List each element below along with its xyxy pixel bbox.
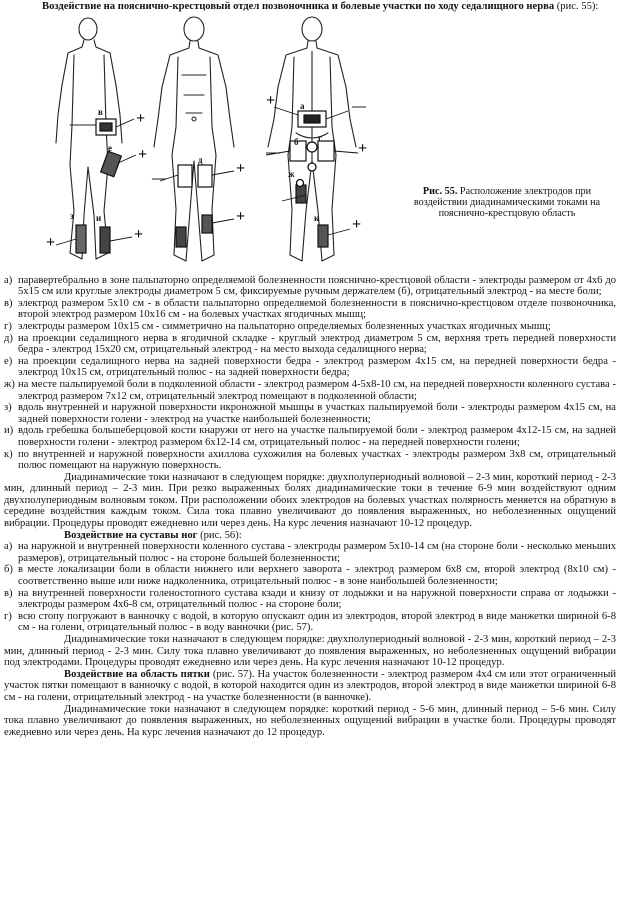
figure-caption: [400, 186, 614, 220]
list-item-marker: к): [4, 448, 13, 460]
list-item: [4, 379, 616, 402]
plus-sign-4: +: [46, 233, 56, 251]
list-item: [4, 588, 616, 611]
list-item-text: электрод размером 5х10 см - в области пальпаторно определяемой болезненности в пояснично-крестцовом отделе позвоночника, второй электрод размером 10х16 см - на болевых участках ягодичных мышц;: [18, 297, 616, 321]
heading-lumbosacral-ref: (рис. 55):: [554, 1, 599, 12]
plus-sign-5: +: [236, 159, 246, 177]
minus-sign-1: —: [352, 98, 366, 114]
list-item-marker: а): [4, 541, 13, 553]
marker-letter: е: [108, 142, 112, 153]
plus-sign-2: +: [138, 145, 148, 163]
leg-joints-dosage-paragraph: Диадинамические токи назначают в следующем порядке: двухполупериодный волновой - 2-3 мин, короткий период – 2-3 мин, длинный период - 2-3 мин. Силу тока плавно увеличивают до появления выраженных, но неболезненных ощущений вибрации под электродами. Процедуры проводят ежедневно или через день. На курс лечения назначают 10-12 процедур.: [4, 634, 616, 669]
marker-letter: а: [300, 100, 305, 111]
marker-letter: в: [98, 106, 103, 117]
plus-sign-6: +: [236, 207, 246, 225]
heading-leg-joints-title: Воздействие на суставы ног: [64, 529, 198, 541]
heading-leg-joints: [4, 530, 616, 542]
heading-lumbosacral: [4, 0, 616, 13]
list-item: [4, 275, 616, 298]
list-item-marker: ж): [4, 378, 15, 390]
list-item-text: на внутренней поверхности голеностопного сустава кзади и книзу от лодыжки и на наружной поверхности справа от лодыжки - электроды размером 4х6-8 см, отрицательный полюс - на стороне боли;: [18, 587, 616, 611]
figure-55: [4, 13, 616, 275]
marker-letter: к: [314, 212, 320, 223]
list-item-text: на месте пальпируемой боли в подколенной области - электрод размером 4-5х8-10 см, на передней поверхности коленного сустава - электрод размером 7х12 см, отрицательный электрод помещают в подколенной области;: [18, 378, 616, 402]
heel-section: [4, 669, 616, 704]
heading-heel-title: Воздействие на область пятки: [64, 668, 210, 680]
list-item-text: на проекции седалищного нерва на задней поверхности бедра - электрод размером 4х15 см, на передней поверхности бедра - электрод 10х15 см, отрицательный полюс - на задней поверхности бедра;: [18, 355, 616, 379]
figure-caption-number: Рис. 55.: [422, 185, 458, 197]
list-item-marker: и): [4, 425, 14, 437]
lumbosacral-list: [4, 275, 616, 472]
minus-sign-2: —: [266, 144, 280, 160]
list-item: [4, 564, 616, 587]
marker-letter: и: [96, 212, 102, 223]
list-item-text: вдоль внутренней и наружной поверхности икроножной мышцы в участках пальпируемой боли - электроды размером 4х15 см, на задней поверхности голени - электрод на участке наибольшей болезненности;: [18, 402, 616, 425]
list-item-marker: з): [4, 402, 12, 414]
list-item: [4, 402, 616, 425]
list-item: [4, 356, 616, 379]
heading-lumbosacral-title: Воздействие на пояснично-крестцовый отдел позвоночника и болевые участки по ходу седалищного нерва: [42, 1, 555, 12]
figure-caption-text: Расположение электродов при воздействии диадинамическими токами на пояснично-крестцовую область: [413, 185, 601, 219]
plus-sign-8: +: [358, 139, 368, 157]
list-item-text: на наружной и внутренней поверхности коленного сустава - электроды размером 5х10-14 см (на стороне боли - несколько меньших размеров), отрицательный полюс - на стороне большей болезненности;: [18, 541, 616, 564]
list-item-marker: д): [4, 332, 13, 344]
list-item-text: вдоль гребешка большеберцовой кости кнаружи от него на участке пальпируемой боли - электрод размером 4х12-15 см, на задней поверхности голени - электрод размером 6х12-14 см, отрицательный полюс - на передней поверхности голени;: [18, 425, 616, 448]
lumbosacral-dosage-paragraph: Диадинамические токи назначают в следующем порядке: двухполупериодный волновой – 2-3 мин, короткий период - 2-3 мин, длинный период – 2-3 мин. При резко выраженных болях диадинамические токи в течение 6-9 мин воздействуют одним двухполупериодным волновым током. При расположении обоих электродов на болевых участках полярность меняется на обратную в середине воздействия каждым током. Сила тока плавно увеличивают до появления выраженных, но неболезненных ощущений вибрации. Процедуры проводят ежедневно или через день. На курс лечения назначают 10-12 процедур.: [4, 471, 616, 530]
list-item-text: паравертебрально в зоне пальпаторно определяемой болезненности пояснично-крестцовой области - электроды размером от 4х6 до 5х15 см или круглые электроды диаметром 5 см, фиксируемые ручным держателем (б), отрицательный электрод - на месте боли;: [18, 274, 616, 298]
page: [4, 0, 616, 738]
plus-sign-3: +: [134, 225, 144, 243]
list-item-marker: б): [4, 564, 13, 576]
electrode-placement-illustration: [12, 15, 396, 271]
list-item-text: всю стопу погружают в ванночку с водой, в которую опускают один из электродов, второй электрод в виде манжетки шириной 6-8 см - на голени, отрицательный полюс - в воду ванночки (рис. 57).: [18, 610, 616, 634]
list-item: [4, 425, 616, 448]
list-item-marker: в): [4, 587, 13, 599]
heel-dosage-paragraph: Диадинамические токи назначают в следующем порядке: короткий период - 5-6 мин, длинный период – 5-6 мин. Силу тока плавно увеличивают до появления выраженных, но неболезненных ощущений вибрации в участке боли. Процедуры проводят ежедневно или через день. На курс лечения назначают до 12 процедур.: [4, 703, 616, 738]
list-item-text: в месте локализации боли в области нижнего или верхнего заворота - электрод размером 6х8 см, второй электрод (8х10 см) - соответственно выше или ниже надколенника, отрицательный полюс - в зоне наибольшей болезненности;: [18, 564, 616, 588]
list-item: [4, 611, 616, 634]
plus-sign-1: +: [136, 109, 146, 127]
marker-letter: з: [70, 210, 74, 221]
list-item-text: электроды размером 10х15 см - симметрично на пальпаторно определяемых болезненных участках ягодичных мышц;: [18, 320, 551, 332]
heading-leg-joints-ref: (рис. 56):: [197, 529, 242, 541]
marker-letter: ж: [288, 168, 295, 179]
list-item-marker: г): [4, 320, 12, 332]
minus-sign-3: —: [152, 170, 166, 186]
list-item-text: по внутренней и наружной поверхности ахиллова сухожилия на болевых участках - электроды размером 3х8 см, отрицательный полюс помещают на наружную поверхность.: [18, 448, 616, 472]
list-item-text: на проекции седалищного нерва в ягодичной складке - круглый электрод диаметром 5 см, верхняя треть передней поверхности бедра - электрод 15х20 см, отрицательный электрод - на место выхода седалищного нерва;: [18, 332, 616, 356]
marker-letter: б: [294, 136, 299, 147]
list-item: [4, 541, 616, 564]
marker-letter: г: [318, 132, 323, 143]
heel-section-text: (рис. 57). На участок болезненности - электрод размером 4х4 см или этот ограниченный участок пятки помещают в ванночку с водой, в которой находится один из электродов, второй электрод в виде манжетки шириной 6-8 см - на голени, отрицательный электрод - на участке болезненности (в ванночке).: [4, 668, 616, 703]
list-item: [4, 333, 616, 356]
marker-letter: д: [198, 154, 203, 165]
plus-sign-7: +: [266, 91, 276, 109]
list-item: [4, 321, 616, 333]
list-item-marker: а): [4, 274, 13, 286]
leg-joints-list: [4, 541, 616, 634]
list-item: [4, 449, 616, 472]
plus-sign-9: +: [352, 215, 362, 233]
list-item-marker: е): [4, 355, 13, 367]
list-item-marker: г): [4, 610, 12, 622]
list-item: [4, 298, 616, 321]
list-item-marker: в): [4, 297, 13, 309]
